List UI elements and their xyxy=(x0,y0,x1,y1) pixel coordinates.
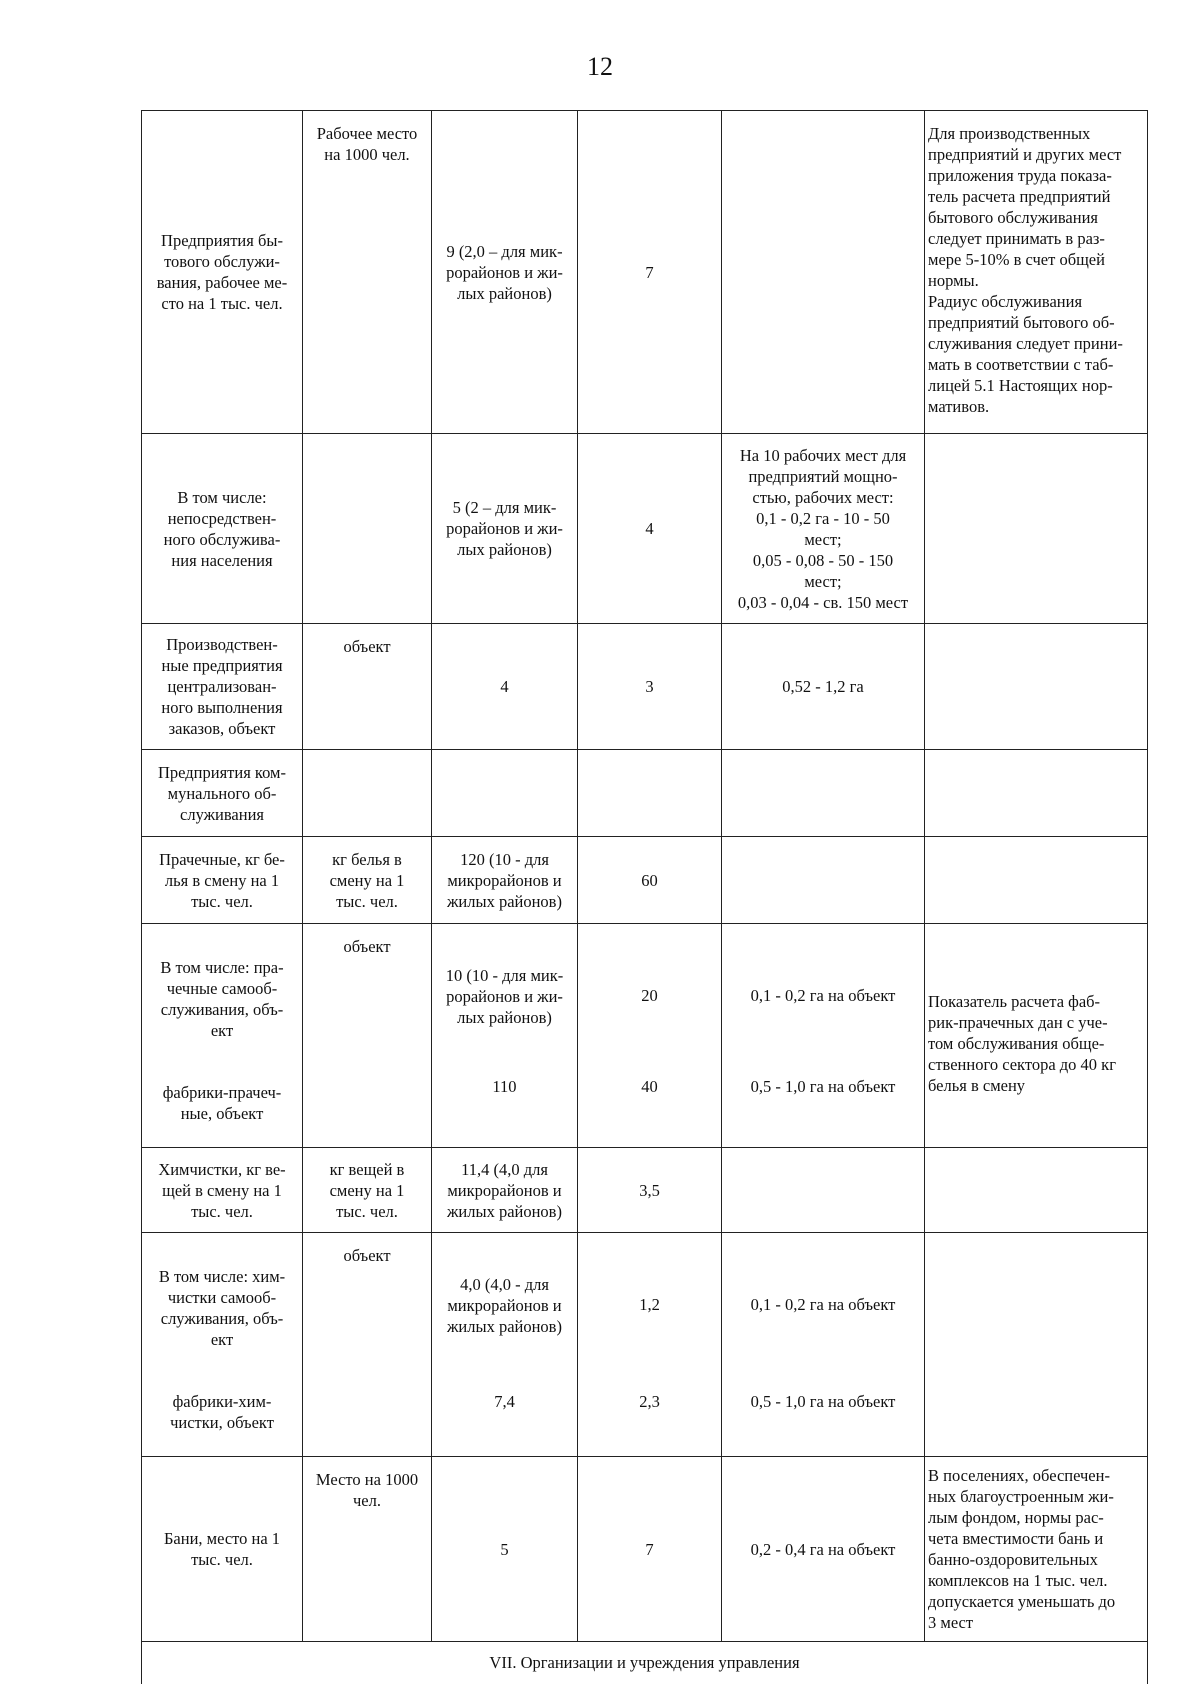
section-title: VII. Организации и учреждения управления xyxy=(142,1642,1148,1684)
row-note xyxy=(925,750,1148,837)
row-unit xyxy=(303,750,432,837)
row-area-split xyxy=(722,924,925,1148)
table-row xyxy=(142,750,1148,837)
row-unit: Рабочее место на 1000 чел. xyxy=(303,111,432,434)
row-norm xyxy=(432,750,578,837)
row-area xyxy=(722,1148,925,1233)
row-area xyxy=(722,750,925,837)
row-unit xyxy=(303,434,432,624)
table-row xyxy=(142,1233,1148,1457)
row-note: В поселениях, обеспечен- ных благоустроенным жи- лым фондом, нормы рас- чета вместимости бань и банно-оздоровительных комплексов на 1 тыс. чел. допускается уменьшать до 3 мест xyxy=(925,1457,1148,1642)
norms-table xyxy=(141,110,1148,1684)
row-unit: кг белья в смену на 1 тыс. чел. xyxy=(303,837,432,924)
row-note: Для производственных предприятий и других мест приложения труда показа- тель расчета предприятий бытового обслуживания следует принимать в раз- мере 5-10% в счет общей нормы. Радиус обслуживания предприятий бытового об- служивания следует прини- мать в соответствии с таб- лицей 5.1 Настоящих нор- мативов. xyxy=(925,111,1148,434)
row-norm-secondary xyxy=(578,750,722,837)
row-note xyxy=(925,624,1148,750)
row-name: Химчистки, кг ве- щей в смену на 1 тыс. чел. xyxy=(142,1148,303,1233)
row-norm2-split xyxy=(578,924,722,1148)
row-norm-split xyxy=(432,924,578,1148)
row-norm-b: 110 xyxy=(492,1077,517,1096)
row-norm: 5 (2 – для мик- рорайонов и жи- лых районов) xyxy=(432,434,578,624)
row-area-a: 0,1 - 0,2 га на объект xyxy=(750,1295,896,1314)
row-name-split xyxy=(142,1233,303,1457)
row-note xyxy=(925,837,1148,924)
row-norm2-b: 2,3 xyxy=(639,1392,660,1411)
table-row xyxy=(142,624,1148,750)
row-norm-secondary: 3 xyxy=(578,624,722,750)
row-area: На 10 рабочих мест для предприятий мощно- стью, рабочих мест: 0,1 - 0,2 га - 10 - 50 мест; 0,05 - 0,08 - 50 - 150 мест; 0,03 - 0,04 - св. 150 мест xyxy=(722,434,925,624)
row-name-a: В том числе: пра- чечные самооб- служивания, объ- ект xyxy=(160,958,284,1040)
row-norm: 120 (10 - для микрорайонов и жилых районов) xyxy=(432,837,578,924)
row-norm2-b: 40 xyxy=(641,1077,658,1096)
row-norm: 4 xyxy=(432,624,578,750)
row-unit: кг вещей в смену на 1 тыс. чел. xyxy=(303,1148,432,1233)
row-norm2-a: 1,2 xyxy=(639,1295,660,1314)
row-norm: 5 xyxy=(432,1457,578,1642)
row-area-b: 0,5 - 1,0 га на объект xyxy=(750,1077,896,1096)
row-norm-secondary: 7 xyxy=(578,1457,722,1642)
row-area: 0,2 - 0,4 га на объект xyxy=(722,1457,925,1642)
row-name-b: фабрики-прачеч- ные, объект xyxy=(162,1083,282,1123)
row-name-a: В том числе: хим- чистки самооб- служивания, объ- ект xyxy=(158,1267,286,1349)
table-row xyxy=(142,924,1148,1148)
section-row xyxy=(142,1642,1148,1684)
table-row xyxy=(142,837,1148,924)
row-note xyxy=(925,1148,1148,1233)
row-name: В том числе: непосредствен- ного обслужива- ния населения xyxy=(142,434,303,624)
table-row xyxy=(142,434,1148,624)
page-number: 12 xyxy=(587,52,613,81)
row-unit: объект xyxy=(303,924,432,1148)
row-norm2-a: 20 xyxy=(641,986,658,1005)
row-name: Производствен- ные предприятия централизован- ного выполнения заказов, объект xyxy=(142,624,303,750)
row-name-split xyxy=(142,924,303,1148)
row-area: 0,52 - 1,2 га xyxy=(722,624,925,750)
row-norm-secondary: 7 xyxy=(578,111,722,434)
row-unit: Место на 1000 чел. xyxy=(303,1457,432,1642)
row-note xyxy=(925,1233,1148,1457)
row-area-b: 0,5 - 1,0 га на объект xyxy=(750,1392,896,1411)
row-norm-a: 4,0 (4,0 - для микрорайонов и жилых районов) xyxy=(447,1275,562,1336)
row-area-a: 0,1 - 0,2 га на объект xyxy=(750,986,896,1005)
row-norm2-split xyxy=(578,1233,722,1457)
row-name: Бани, место на 1 тыс. чел. xyxy=(142,1457,303,1642)
row-norm-secondary: 60 xyxy=(578,837,722,924)
row-area xyxy=(722,111,925,434)
row-norm: 9 (2,0 – для мик- рорайонов и жи- лых районов) xyxy=(432,111,578,434)
row-unit: объект xyxy=(303,624,432,750)
row-name: Предприятия ком- мунального об- служивания xyxy=(142,750,303,837)
row-name: Прачечные, кг бе- лья в смену на 1 тыс. чел. xyxy=(142,837,303,924)
row-area-split xyxy=(722,1233,925,1457)
row-norm-a: 10 (10 - для мик- рорайонов и жи- лых районов) xyxy=(445,966,564,1027)
row-norm-b: 7,4 xyxy=(494,1392,515,1411)
table-row xyxy=(142,1457,1148,1642)
row-norm: 11,4 (4,0 для микрорайонов и жилых районов) xyxy=(432,1148,578,1233)
row-unit: объект xyxy=(303,1233,432,1457)
row-note: Показатель расчета фаб- рик-прачечных дан с уче- том обслуживания обще- ственного сектора до 40 кг белья в смену xyxy=(925,924,1148,1148)
row-norm-secondary: 3,5 xyxy=(578,1148,722,1233)
table-row xyxy=(142,111,1148,434)
row-name-b: фабрики-хим- чистки, объект xyxy=(170,1392,274,1432)
row-note xyxy=(925,434,1148,624)
row-norm-split xyxy=(432,1233,578,1457)
table-row xyxy=(142,1148,1148,1233)
row-name: Предприятия бы- тового обслужи- вания, рабочее ме- сто на 1 тыс. чел. xyxy=(142,111,303,434)
row-norm-secondary: 4 xyxy=(578,434,722,624)
row-area xyxy=(722,837,925,924)
